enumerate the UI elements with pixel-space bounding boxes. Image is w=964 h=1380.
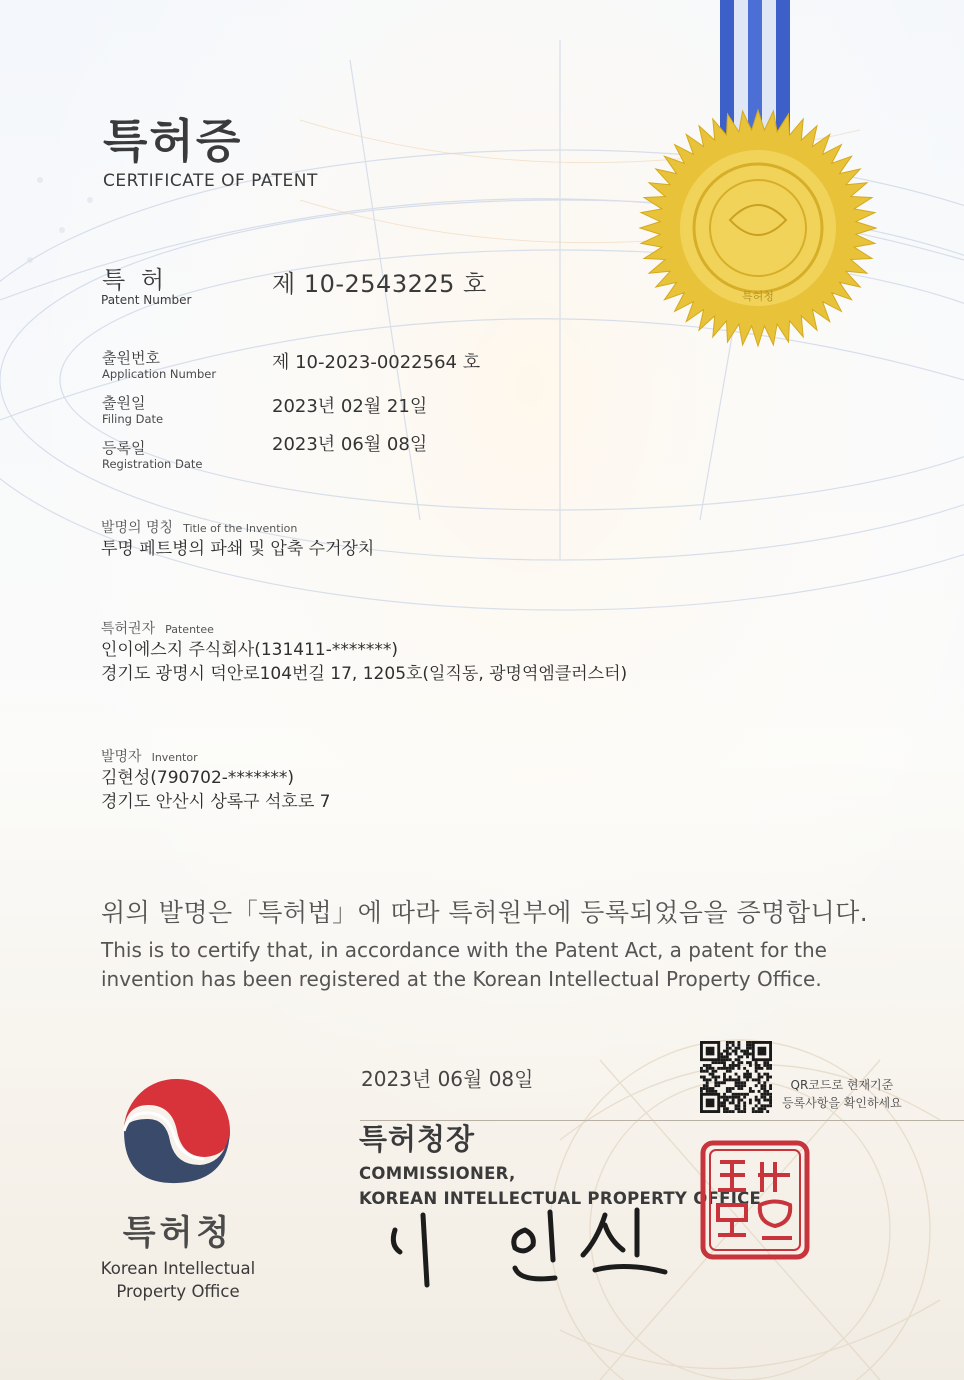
application-number-value: 제 10-2023-0022564 호	[272, 352, 481, 373]
invention-label-row	[101, 517, 297, 537]
qr-instruction-line1: QR코드로 현재기준	[790, 1078, 894, 1092]
inventor-address: 경기도 안산시 상록구 석호로 7	[101, 792, 331, 812]
inventor-name: 김현성(790702-*******)	[101, 768, 295, 788]
certificate-title: 특허증	[103, 114, 243, 168]
patent-number-label: 특 허	[102, 266, 168, 294]
patentee-label-en: Patentee	[165, 623, 214, 636]
kipo-name-en-line2: Property Office	[116, 1282, 240, 1301]
qr-instruction-line2: 등록사항을 확인하세요	[782, 1096, 902, 1110]
invention-label: 발명의 명칭	[101, 520, 174, 536]
patentee-address: 경기도 광명시 덕안로104번길 17, 1205호(일직동, 광명역엠클러스터)	[101, 664, 628, 684]
commissioner-title: 특허청장	[359, 1122, 476, 1156]
certification-text-en: This is to certify that, in accordance with the Patent Act, a patent for the invention has been registered at the Korean Intellectual Property Office.	[101, 938, 827, 991]
application-number-label-en: Application Number	[102, 367, 217, 381]
application-number-label: 출원번호	[102, 349, 160, 367]
filing-date-label: 출원일	[102, 394, 146, 412]
kipo-name-en	[96, 1257, 260, 1303]
patentee-label-row	[101, 618, 214, 638]
registration-date-value: 2023년 06월 08일	[272, 434, 428, 455]
commissioner-en-line2: KOREAN INTELLECTUAL PROPERTY OFFICE	[359, 1189, 762, 1208]
registration-date-label: 등록일	[102, 439, 146, 457]
handwritten-signature	[375, 1200, 675, 1300]
medal-text: 특허청	[742, 290, 774, 303]
invention-label-en: Title of the Invention	[183, 522, 298, 535]
certification-text-ko: 위의 발명은「특허법」에 따라 특허원부에 등록되었음을 증명합니다.	[101, 898, 869, 927]
patentee-label: 특허권자	[101, 621, 156, 637]
filing-date-label-en: Filing Date	[102, 412, 164, 426]
filing-date-value: 2023년 02월 21일	[272, 396, 428, 417]
commissioner-en-line1: COMMISSIONER,	[359, 1164, 516, 1183]
kipo-name-en-line1: Korean Intellectual	[100, 1259, 256, 1278]
official-red-seal	[700, 1140, 810, 1260]
issue-date: 2023년 06월 08일	[361, 1067, 534, 1091]
registration-date-label-en: Registration Date	[102, 457, 203, 471]
kipo-logo-icon	[120, 1075, 234, 1187]
gold-medal-seal	[630, 0, 890, 350]
inventor-label: 발명자	[101, 749, 142, 765]
kipo-name: 특허청	[122, 1213, 234, 1253]
patent-number-label-en: Patent Number	[101, 293, 192, 307]
inventor-label-row	[101, 746, 198, 766]
invention-title: 투명 페트병의 파쇄 및 압축 수거장치	[101, 539, 375, 559]
patentee-name: 인이에스지 주식회사(131411-*******)	[101, 640, 398, 660]
qr-code[interactable]	[700, 1041, 772, 1113]
patent-number-value: 제 10-2543225 호	[272, 270, 487, 298]
qr-instruction	[782, 1076, 902, 1112]
inventor-label-en: Inventor	[151, 751, 198, 764]
certificate-title-en: CERTIFICATE OF PATENT	[103, 171, 318, 191]
